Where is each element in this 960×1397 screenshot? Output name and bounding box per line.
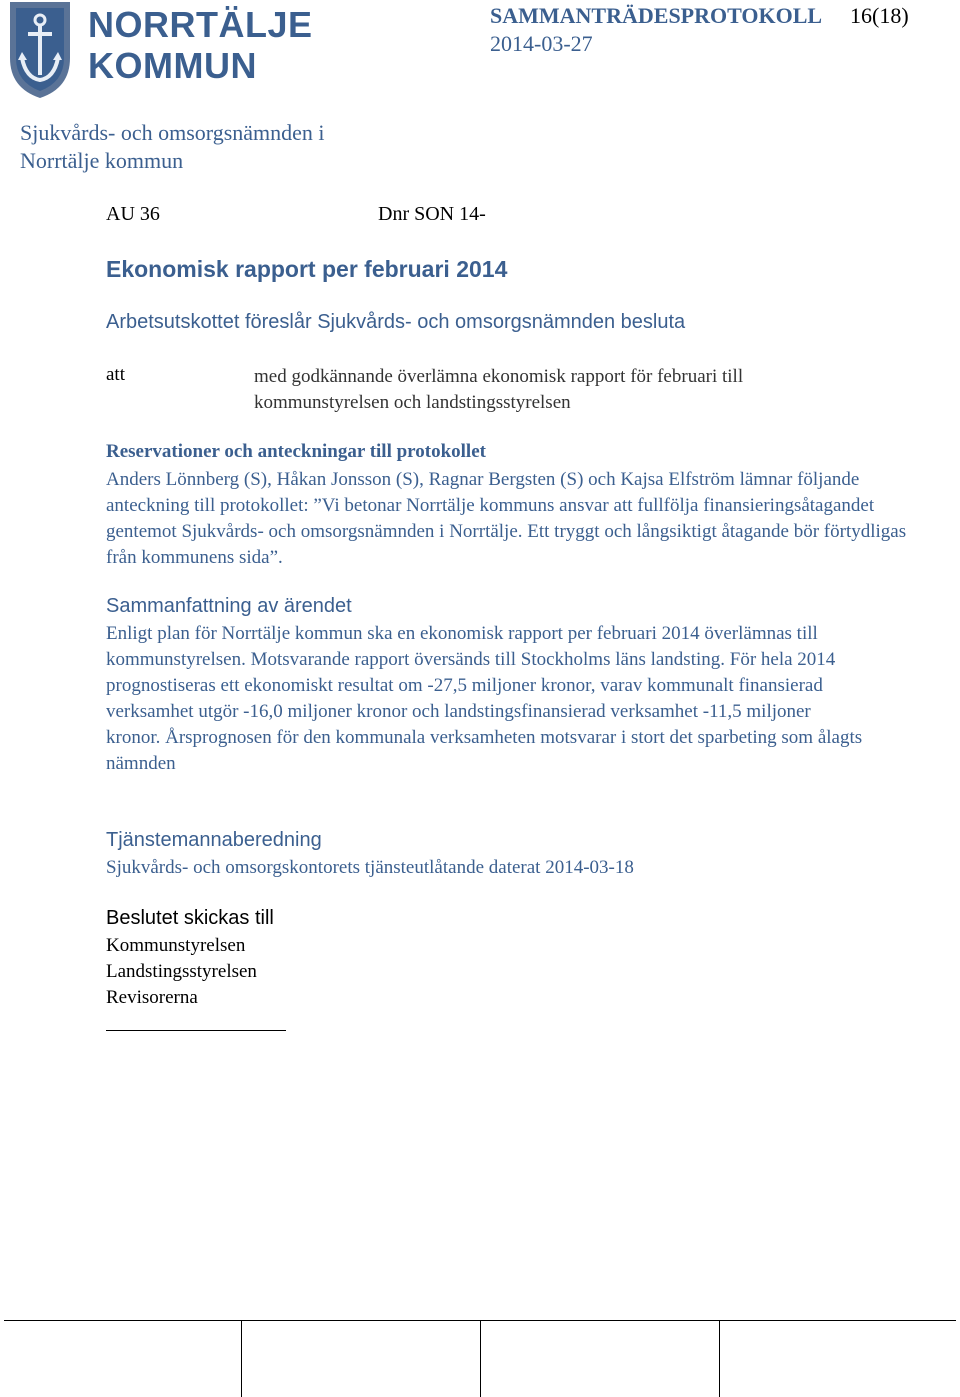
sent-to-heading: Beslutet skickas till [106,907,274,929]
recipient-item: Revisorerna [106,987,198,1008]
section-number: AU 36 [106,203,160,225]
footer-divider [480,1320,481,1397]
signature-line [106,1030,286,1031]
summary-heading: Sammanfattning av ärendet [106,595,352,617]
decision-text: med godkännande överlämna ekonomisk rapport för februari till kommunstyrelsen och landstingsstyrelsen [254,366,744,413]
reservations-text: Anders Lönnberg (S), Håkan Jonsson (S), Ragnar Bergsten (S) och Kajsa Elfström lämnar följande anteckning till protokollet: ”Vi betonar Norrtälje kommuns ansvar att fullfölja finansieringsåtagandet gentemot Sjukvårds- och omsorgsnämnden i Norrtälje. Ett tryggt och långsiktigt åtagande bör förtydligas från kommunens sida”. [106,469,907,568]
logo-wordmark [88,4,313,86]
logo-line-2: KOMMUN [88,45,257,86]
officials-text: Sjukvårds- och omsorgskontorets tjänsteutlåtande daterat 2014-03-18 [106,857,634,878]
recipient-item: Landstingsstyrelsen [106,961,257,982]
proposal-heading: Arbetsutskottet föreslår Sjukvårds- och omsorgsnämnden besluta [106,311,686,333]
logo-line-1: NORRTÄLJE [88,4,313,45]
case-number: Dnr SON 14- [378,203,486,225]
organization-name [20,119,325,175]
meeting-date: 2014-03-27 [490,31,593,56]
recipient-list [106,933,866,1011]
recipient-item: Kommunstyrelsen [106,935,246,956]
footer-divider [719,1320,720,1397]
footer-divider [241,1320,242,1397]
summary-text: Enligt plan för Norrtälje kommun ska en ekonomisk rapport per februari 2014 överlämnas till kommunstyrelsen. Motsvarande rapport översänds till Stockholms läns landsting. För hela 2014 prognostiseras ett ekonomiskt resultat om -27,5 miljoner kronor, varav kommunalt finansierad verksamhet utgör -16,0 miljoner kronor och landstingsfinansierad verksamhet -11,5 miljoner kronor. Årsprognosen för den kommunala verksamheten motsvarar i stort det sparbeting som ålagts nämnden [106,623,863,774]
decision-att: att [106,364,125,385]
case-title: Ekonomisk rapport per februari 2014 [106,256,508,282]
page-number: 16(18) [850,3,909,28]
anchor-shield-icon [6,0,76,100]
officials-heading: Tjänstemannaberedning [106,829,322,851]
municipality-logo [6,0,313,100]
protocol-title: SAMMANTRÄDESPROTOKOLL [490,3,823,28]
reservations-heading: Reservationer och anteckningar till protokollet [106,441,486,462]
org-line-1: Sjukvårds- och omsorgsnämnden i [20,120,325,145]
org-line-2: Norrtälje kommun [20,148,184,173]
